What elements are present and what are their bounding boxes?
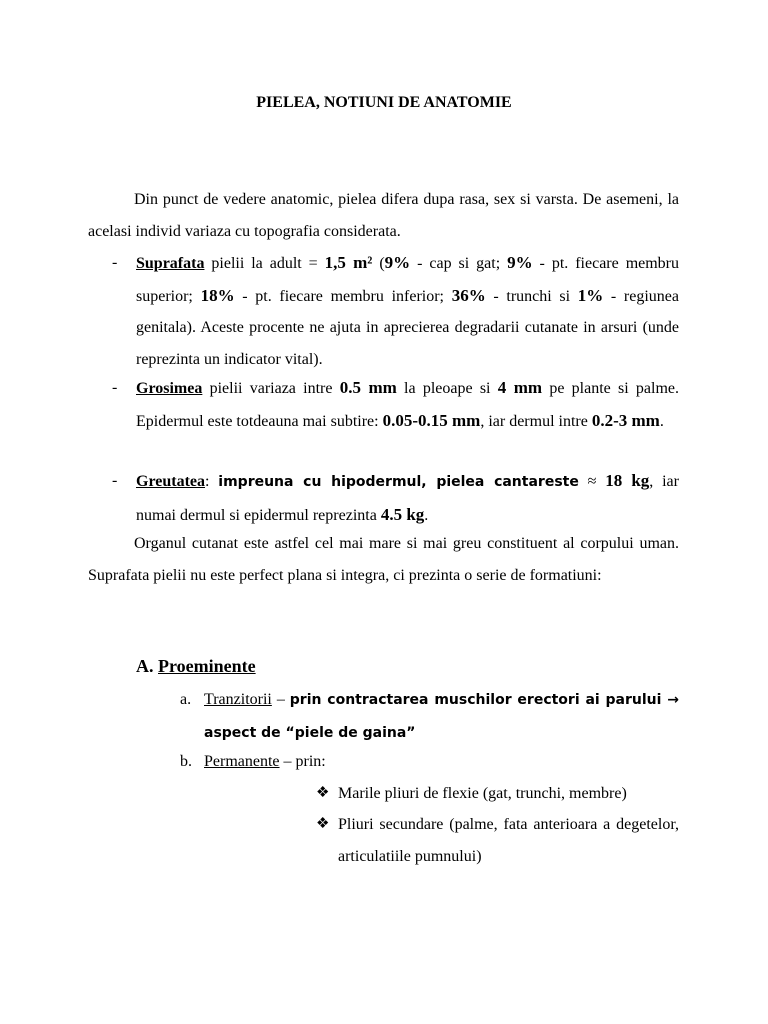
star-item-pliuri-secundare [316,809,679,872]
diamond-bullet-icon: ❖ [316,816,330,832]
sub-item-text [204,746,679,778]
bullet-dash: - [112,472,118,489]
intro-text: Din punct de vedere anatomic, pielea difera dupa rasa, sex si varsta. De asemeni, la acelasi individ variaza cu topografia considerata. [88,191,679,240]
star-item-text: Marile pliuri de flexie (gat, trunchi, membre) [338,785,627,802]
text-fragment: - regiunea genitala). Aceste procente ne ajuta in aprecierea degradarii cutanate in arsuri (unde reprezinta un indicator vital). [136,287,680,368]
bullet-dash: - [112,379,118,396]
text-fragment: – [271,691,290,708]
term-greutatea: Greutatea [136,473,206,490]
bullet-text [136,465,679,531]
sub-item-label: Tranzitorii [204,691,272,708]
star-item-text: Pliuri secundare (palme, fata anterioara a degetelor, articulatiile pumnului) [338,816,679,865]
value-percent: 36% [451,285,486,305]
text-fragment: la pleoape si [396,380,498,397]
sub-item-marker: a. [180,691,192,708]
bullet-grosimea [112,372,679,437]
section-name: Proeminente [158,656,256,676]
outro-paragraph [88,528,679,591]
term-grosimea: Grosimea [136,380,203,397]
text-fragment: ≈ [578,473,606,490]
value-weight: 4.5 kg [380,504,425,524]
sub-item-label: Permanente [204,753,280,770]
value-thickness: 0.05-0.15 mm [382,410,481,430]
outro-text: Organul cutanat este astfel cel mai mare si mai greu constituent al corpului uman. Suprafata pielii nu este perfect plana si integra, ci prezinta o serie de formatiuni: [88,535,679,584]
text-fragment: – [279,753,296,770]
text-fragment: . [424,506,429,524]
text-fragment: - cap si gat; [410,255,508,272]
value-thickness: 0.5 mm [339,378,397,397]
page-title: PIELEA, NOTIUNI DE ANATOMIE [256,94,512,111]
intro-paragraph [88,184,679,247]
text-fragment: - pt. fiecare membru inferior; [234,287,452,305]
value-thickness: 0.2-3 mm [591,410,660,430]
diamond-bullet-icon: ❖ [316,785,330,801]
value-percent: 18% [200,285,235,305]
value-percent: 9% [384,253,411,272]
value-thickness: 4 mm [497,378,543,397]
sub-item-description: prin: [295,753,326,770]
text-fragment: ( [372,255,385,272]
sub-item-tranzitorii [180,684,679,749]
value-surface-area: 1,5 m² [324,253,373,272]
text-fragment: , iar numai dermul si epidermul reprezinta [136,473,679,524]
value-weight: 18 kg [605,471,650,490]
text-fragment: pielii variaza intre [202,380,340,397]
text-fragment: pe plante si palme. Epidermul este totdeauna mai subtire: [136,380,680,430]
bullet-dash: - [112,254,118,271]
text-fragment: - pt. fiecare membru superior; [136,255,680,305]
term-suprafata: Suprafata [136,255,205,272]
sub-item-marker: b. [180,753,192,770]
sub-item-text [204,684,679,749]
sub-item-description: prin contractarea muschilor erectori ai parului → aspect de “piele de gaina” [204,692,679,741]
value-percent: 9% [507,253,533,272]
text-fragment: , iar dermul intre [480,412,592,430]
bullet-suprafata [112,247,679,375]
text-fragment: impreuna cu hipodermul, pielea cantareste [218,474,579,490]
section-letter: A. [136,656,158,676]
text-fragment: - trunchi si [485,287,578,305]
text-fragment: . [659,412,664,430]
sub-item-permanente [180,746,679,778]
bullet-text [136,247,679,375]
bullet-text [136,372,679,437]
value-percent: 1% [577,285,604,305]
bullet-greutatea [112,465,679,531]
star-item-pliuri-flexie [316,778,679,810]
text-fragment: : [205,473,219,490]
section-a-heading [136,656,256,677]
text-fragment: pielii la adult = [204,255,325,272]
